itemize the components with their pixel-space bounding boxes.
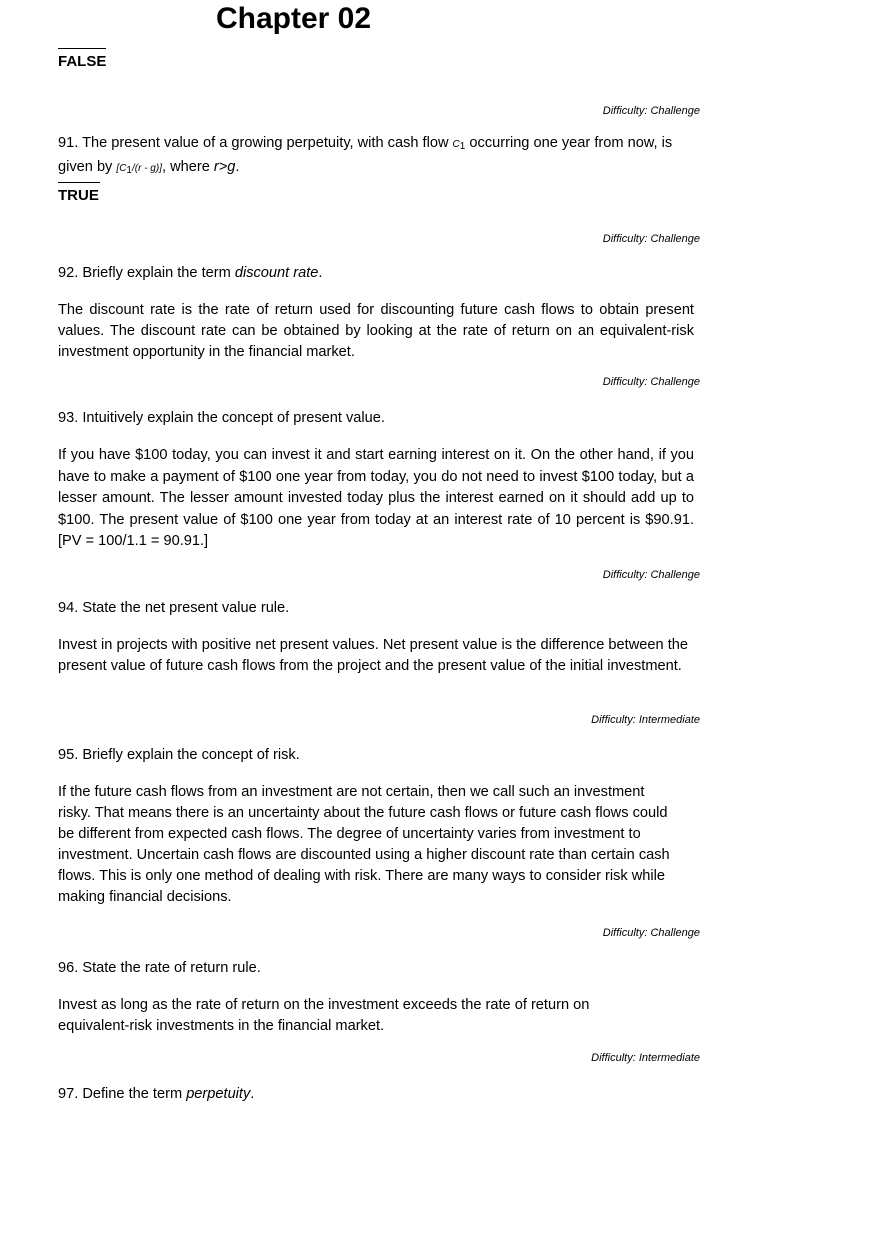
difficulty-label: Difficulty: Intermediate [591,714,700,726]
difficulty-label: Difficulty: Challenge [602,927,700,939]
question-96: 96. State the rate of return rule. [58,960,261,976]
page-title: Chapter 02 [216,2,372,35]
difficulty-label: Difficulty: Intermediate [591,1052,700,1064]
difficulty-label: Difficulty: Challenge [602,376,700,388]
question-93: 93. Intuitively explain the concept of present value. [58,410,385,426]
answer-92: The discount rate is the rate of return used for discounting future cash flows to obtain present values. The discount rate can be obtained by looking at the rate of return on an equivalent-risk investment opportunity in the financial market. [58,302,694,360]
answer-96: Invest as long as the rate of return on the investment exceeds the rate of return on equivalent-risk investments in the financial market. [58,997,590,1034]
difficulty-label: Difficulty: Challenge [602,233,700,245]
answer-93: If you have $100 today, you can invest it and start earning interest on it. On the other hand, if you have to make a payment of $100 one year from today, you do not need to invest $100 today, but a lesser amount. The lesser amount invested today plus the interest earned on it should add up to $100. The present value of $100 one year from today at an interest rate of 10 percent is $90.91. [PV = 100/1.1 = 90.91.] [58,447,694,549]
question-97: 97. Define the term perpetuity. [58,1086,255,1102]
question-94: 94. State the net present value rule. [58,600,290,616]
answer-true: TRUE [58,187,99,204]
answer-94: Invest in projects with positive net present values. Net present value is the difference between the present value of future cash flows from the project and the present value of the initial investment. [58,637,688,674]
answer-95: If the future cash flows from an investment are not certain, then we call such an investment risky. That means there is an uncertainty about the future cash flows or future cash flows could be different from expected cash flows. The degree of uncertainty varies from investment to investment. Uncertain cash flows are discounted using a higher discount rate than certain cash flows. This is only one method of dealing with risk. There are many ways to consider risk while making financial decisions. [58,784,670,905]
question-95: 95. Briefly explain the concept of risk. [58,747,300,763]
question-92: 92. Briefly explain the term discount rate. [58,265,323,281]
answer-false: FALSE [58,53,107,70]
question-91: 91. The present value of a growing perpetuity, with cash flow $C_1$ occurring one year from now, is given by $[C_1/(r - g)]$, where r>g. [58,135,673,176]
difficulty-label: Difficulty: Challenge [602,569,700,581]
difficulty-label: Difficulty: Challenge [602,105,700,117]
